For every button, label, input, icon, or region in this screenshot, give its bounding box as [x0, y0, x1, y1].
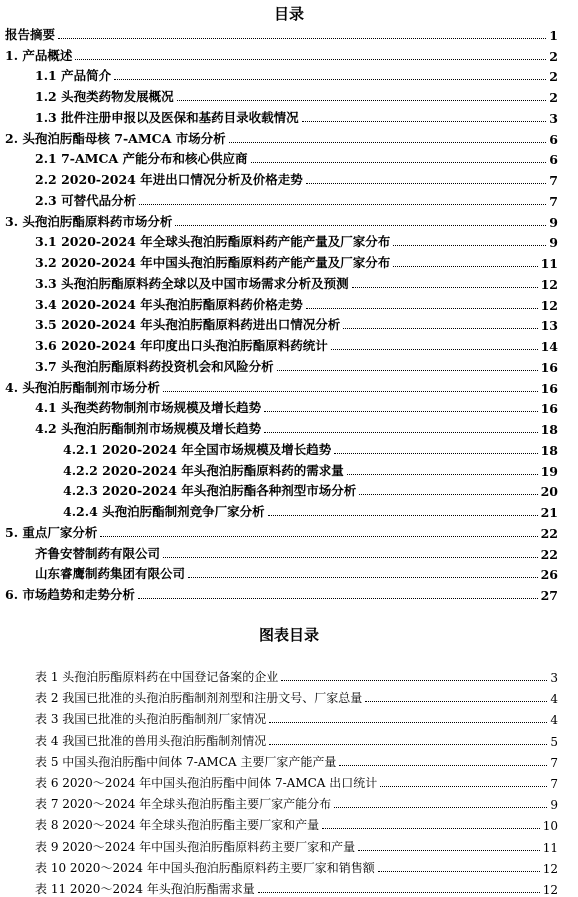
- dot-leader: [114, 79, 546, 80]
- dot-leader: [163, 391, 538, 392]
- toc-entry-text: 山东睿鹰制药集团有限公司: [35, 566, 186, 582]
- toc-entry[interactable]: [5, 43, 558, 64]
- page-number: 12: [542, 861, 558, 876]
- page-number: 13: [540, 318, 558, 334]
- figure-entry-text: 表 6 2020～2024 年中国头孢泊肟酯中间体 7-AMCA 出口统计: [35, 776, 378, 790]
- page-number: 22: [540, 525, 558, 541]
- page-number: 7: [549, 173, 558, 189]
- figure-entry-text: 表 5 中国头孢泊肟酯中间体 7-AMCA 主要厂家产能产量: [35, 754, 337, 769]
- dot-leader: [229, 142, 547, 143]
- dot-leader: [175, 225, 546, 226]
- toc-entry[interactable]: [5, 520, 558, 541]
- toc-entry-text: 2.2 2020-2024 年进出口情况分析及价格走势: [35, 172, 303, 188]
- figure-entry[interactable]: [35, 770, 558, 791]
- dot-leader: [277, 370, 538, 371]
- dot-leader: [75, 59, 546, 60]
- page-number: 7: [550, 755, 558, 770]
- page-number: 9: [549, 214, 558, 230]
- toc-entry[interactable]: [5, 582, 558, 603]
- toc-entry-text: 2. 头孢泊肟酯母核 7-AMCA 市场分析: [5, 130, 226, 146]
- toc-entry[interactable]: [35, 229, 558, 250]
- page-number: 9: [549, 235, 558, 251]
- toc-entry-text: 1.3 批件注册申报以及医保和基药目录收载情况: [35, 109, 299, 125]
- toc-entry-text: 2.3 可替代品分析: [35, 192, 137, 208]
- toc-entry[interactable]: [35, 292, 558, 313]
- figure-entry[interactable]: [35, 685, 558, 706]
- toc-entry-text: 4.2.1 2020-2024 年全国市场规模及增长趋势: [63, 441, 332, 457]
- page-number: 7: [549, 193, 558, 209]
- dot-leader: [264, 432, 537, 433]
- dot-leader: [302, 121, 547, 122]
- toc-entry[interactable]: [63, 458, 558, 479]
- dot-leader: [268, 515, 538, 516]
- page-number: 10: [542, 819, 558, 834]
- toc-entry-text: 报告摘要: [5, 27, 56, 42]
- page-number: 3: [549, 110, 558, 126]
- toc-entry[interactable]: [35, 561, 558, 582]
- page-number: 16: [540, 401, 558, 417]
- figure-entry-text: 表 9 2020～2024 年中国头孢泊肟酯原料药主要厂家和产量: [35, 839, 356, 854]
- dot-leader: [251, 162, 547, 163]
- page-number: 3: [550, 671, 558, 685]
- dot-leader: [331, 349, 538, 350]
- dot-leader: [352, 287, 538, 288]
- figure-entry[interactable]: [35, 855, 558, 876]
- page-number: 12: [540, 276, 558, 292]
- figure-entry-text: 表 10 2020～2024 年中国头孢泊肟酯原料药主要厂家和销售额: [35, 860, 375, 875]
- figure-entry-text: 表 3 我国已批准的头孢泊肟酯制剂厂家情况: [35, 712, 267, 727]
- toc-entry[interactable]: [63, 499, 558, 520]
- figure-entry[interactable]: [35, 728, 558, 749]
- dot-leader: [58, 38, 546, 39]
- toc-entry-text: 3.3 头孢泊肟酯原料药全球以及中国市场需求分析及预测: [35, 275, 349, 291]
- page-number: 12: [542, 883, 558, 897]
- dot-leader: [393, 266, 537, 267]
- toc-entry[interactable]: [35, 416, 558, 437]
- page-number: 12: [540, 297, 558, 313]
- toc-entry-text: 4.1 头孢类药物制剂市场规模及增长趋势: [35, 400, 262, 416]
- dot-leader: [258, 892, 540, 893]
- toc-entry[interactable]: [63, 437, 558, 458]
- toc-entry[interactable]: [5, 209, 558, 230]
- toc-entry-text: 1.2 头孢类药物发展概况: [35, 89, 174, 105]
- page-number: 11: [542, 840, 558, 855]
- page-number: 26: [540, 567, 558, 583]
- page-number: 4: [550, 692, 558, 707]
- figure-entry[interactable]: [35, 834, 558, 855]
- page-number: 21: [540, 505, 558, 521]
- figure-entry-text: 表 1 头孢泊肟酯原料药在中国登记备案的企业: [35, 670, 279, 684]
- dot-leader: [306, 308, 538, 309]
- page-number: 2: [549, 48, 558, 64]
- toc-entry-text: 4.2.2 2020-2024 年头孢泊肟酯原料药的需求量: [63, 462, 344, 478]
- page-number: 6: [549, 152, 558, 168]
- dot-leader: [138, 598, 538, 599]
- toc-entry[interactable]: [35, 63, 558, 84]
- dot-leader: [339, 765, 547, 766]
- dot-leader: [269, 722, 547, 723]
- toc-entry[interactable]: [35, 541, 558, 562]
- page-number: 19: [540, 463, 558, 479]
- page-number: 2: [549, 90, 558, 106]
- page-number: 4: [550, 713, 558, 728]
- figure-entry[interactable]: [35, 749, 558, 770]
- dot-leader: [188, 577, 538, 578]
- toc-entry-text: 3.2 2020-2024 年中国头孢泊肟酯原料药产能产量及厂家分布: [35, 255, 391, 271]
- toc-entry-text: 3.5 2020-2024 年头孢泊肟酯原料药进出口情况分析: [35, 317, 341, 333]
- dot-leader: [393, 245, 546, 246]
- toc-entry[interactable]: [35, 312, 558, 333]
- toc-entry[interactable]: [35, 271, 558, 292]
- toc-entry[interactable]: [35, 84, 558, 105]
- figure-entry[interactable]: [35, 876, 558, 897]
- page-number: 22: [540, 546, 558, 562]
- page-number: 7: [550, 777, 558, 791]
- toc-entry-text: 2.1 7-AMCA 产能分布和核心供应商: [35, 151, 248, 167]
- dot-leader: [322, 828, 540, 829]
- toc-entry[interactable]: [35, 333, 558, 354]
- dot-leader: [378, 871, 540, 872]
- toc-entry-text: 5. 重点厂家分析: [5, 524, 98, 540]
- toc-entry-text: 1. 产品概述: [5, 47, 73, 63]
- dot-leader: [358, 850, 540, 851]
- page-number: 2: [549, 69, 558, 85]
- dot-leader: [380, 786, 547, 787]
- dot-leader: [100, 536, 537, 537]
- dot-leader: [264, 411, 537, 412]
- toc-entry[interactable]: [5, 22, 558, 43]
- page-number: 20: [540, 484, 558, 500]
- figure-entry[interactable]: [35, 664, 558, 685]
- figure-entry-text: 表 11 2020～2024 年头孢泊肟酯需求量: [35, 882, 255, 896]
- toc-entry[interactable]: [35, 146, 558, 167]
- toc-entry-text: 齐鲁安替制药有限公司: [35, 545, 161, 561]
- toc-title: 目录: [273, 5, 304, 23]
- page-number: 18: [540, 442, 558, 458]
- toc-entry[interactable]: [5, 126, 558, 147]
- page-number: 1: [549, 28, 558, 43]
- toc-entry-text: 4.2.4 头孢泊肟酯制剂竞争厂家分析: [63, 504, 265, 520]
- dot-leader: [334, 453, 537, 454]
- dot-leader: [139, 204, 546, 205]
- dot-leader: [343, 328, 537, 329]
- page-number: 14: [540, 339, 558, 355]
- toc-entry[interactable]: [35, 250, 558, 271]
- toc-entry-text: 3.1 2020-2024 年全球头孢泊肟酯原料药产能产量及厂家分布: [35, 234, 391, 250]
- toc-entry-text: 4. 头孢泊肟酯制剂市场分析: [5, 379, 160, 395]
- toc-entry-text: 3.7 头孢泊肟酯原料药投资机会和风险分析: [35, 358, 274, 374]
- toc-entry-text: 3.4 2020-2024 年头孢泊肟酯原料药价格走势: [35, 296, 303, 312]
- figure-entry-text: 表 4 我国已批准的兽用头孢泊肟酯制剂情况: [35, 733, 267, 748]
- toc-entry[interactable]: [35, 354, 558, 375]
- toc-entry-text: 3. 头孢泊肟酯原料药市场分析: [5, 213, 173, 229]
- figures-title: 图表目录: [258, 626, 319, 644]
- toc-entry[interactable]: [35, 188, 558, 209]
- page-number: 27: [540, 587, 558, 603]
- page-number: 9: [550, 798, 558, 813]
- figure-entry-text: 表 7 2020～2024 年全球头孢泊肟酯主要厂家产能分布: [35, 797, 332, 812]
- toc-entry-text: 4.2 头孢泊肟酯制剂市场规模及增长趋势: [35, 421, 262, 437]
- toc-entry-text: 6. 市场趋势和走势分析: [5, 586, 135, 602]
- toc-entry-text: 3.6 2020-2024 年印度出口头孢泊肟酯原料药统计: [35, 338, 328, 354]
- figure-entry[interactable]: [35, 791, 558, 812]
- page-number: 16: [540, 359, 558, 375]
- dot-leader: [359, 494, 537, 495]
- toc-entry[interactable]: [5, 375, 558, 396]
- figure-entry[interactable]: [35, 812, 558, 833]
- page-number: 11: [540, 256, 558, 272]
- toc-entry[interactable]: [35, 167, 558, 188]
- toc-entry-text: 1.1 产品简介: [35, 68, 112, 84]
- figure-entry-text: 表 2 我国已批准的头孢泊肟酯制剂剂型和注册文号、厂家总量: [35, 691, 363, 706]
- page-number: 16: [540, 380, 558, 396]
- page-number: 6: [549, 131, 558, 147]
- page-number: 18: [540, 422, 558, 438]
- page-number: 5: [550, 734, 558, 749]
- dot-leader: [347, 474, 538, 475]
- dot-leader: [177, 100, 547, 101]
- dot-leader: [281, 680, 547, 681]
- toc-entry[interactable]: [63, 478, 558, 499]
- toc-entry[interactable]: [35, 105, 558, 126]
- toc-entry[interactable]: [35, 395, 558, 416]
- dot-leader: [163, 557, 538, 558]
- figure-entry[interactable]: [35, 706, 558, 727]
- dot-leader: [334, 807, 547, 808]
- dot-leader: [306, 183, 547, 184]
- dot-leader: [269, 744, 547, 745]
- dot-leader: [365, 701, 547, 702]
- figure-entry-text: 表 8 2020～2024 年全球头孢泊肟酯主要厂家和产量: [35, 818, 320, 833]
- toc-entry-text: 4.2.3 2020-2024 年头孢泊肟酯各种剂型市场分析: [63, 483, 357, 499]
